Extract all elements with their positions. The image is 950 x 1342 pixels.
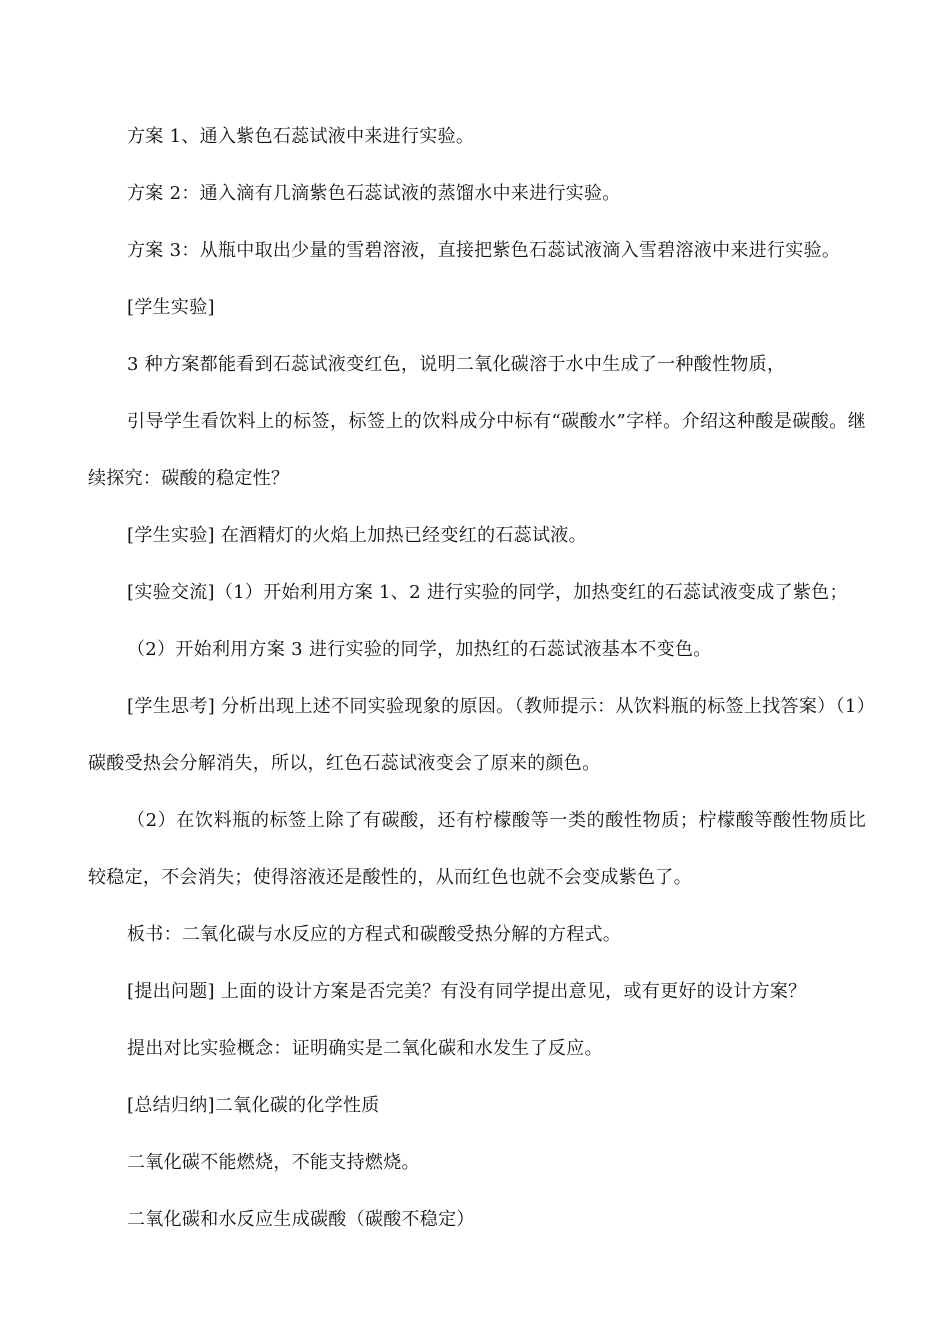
paragraph-contrast-experiment: 提出对比实验概念：证明确实是二氧化碳和水发生了反应。: [127, 1038, 603, 1059]
paragraph-student-thinking: [学生思考] 分析出现上述不同实验现象的原因。（教师提示：从饮料瓶的标签上找答案）（1）碳酸受热会分解消失，所以，红色石蕊试液变会了原来的颜色。: [88, 696, 866, 774]
paragraph-exchange-1: [实验交流]（1）开始利用方案 1、2 进行实验的同学，加热变红的石蕊试液变成了紫色；: [127, 582, 848, 603]
paragraph-question: [提出问题] 上面的设计方案是否完美？有没有同学提出意见，或有更好的设计方案？: [127, 981, 807, 1002]
paragraph-property-2: 二氧化碳和水反应生成碳酸（碳酸不稳定）: [127, 1209, 475, 1230]
paragraph-property-1: 二氧化碳不能燃烧，不能支持燃烧。: [127, 1152, 420, 1173]
paragraph-citric-acid: （2）在饮料瓶的标签上除了有碳酸，还有柠檬酸等一类的酸性物质；柠檬酸等酸性物质比较稳定，不会消失；使得溶液还是酸性的，从而红色也就不会变成紫色了。: [88, 810, 866, 888]
paragraph-plan-2: 方案 2：通入滴有几滴紫色石蕊试液的蒸馏水中来进行实验。: [127, 183, 621, 204]
paragraph-exchange-2: （2）开始利用方案 3 进行实验的同学，加热红的石蕊试液基本不变色。: [127, 639, 712, 660]
paragraph-heating-experiment: [学生实验] 在酒精灯的火焰上加热已经变红的石蕊试液。: [127, 525, 587, 546]
paragraph-plan-3: 方案 3：从瓶中取出少量的雪碧溶液，直接把紫色石蕊试液滴入雪碧溶液中来进行实验。: [127, 240, 841, 261]
paragraph-plan-1: 方案 1、通入紫色石蕊试液中来进行实验。: [127, 126, 475, 147]
paragraph-summary-heading: [总结归纳]二氧化碳的化学性质: [127, 1095, 380, 1116]
paragraph-result: 3 种方案都能看到石蕊试液变红色，说明二氧化碳溶于水中生成了一种酸性物质，: [127, 354, 786, 375]
paragraph-blackboard: 板书：二氧化碳与水反应的方程式和碳酸受热分解的方程式。: [127, 924, 622, 945]
paragraph-label-guidance: 引导学生看饮料上的标签，标签上的饮料成分中标有“碳酸水”字样。介绍这种酸是碳酸。继续探究：碳酸的稳定性？: [88, 411, 866, 489]
paragraph-student-experiment-heading: [学生实验]: [127, 297, 215, 318]
